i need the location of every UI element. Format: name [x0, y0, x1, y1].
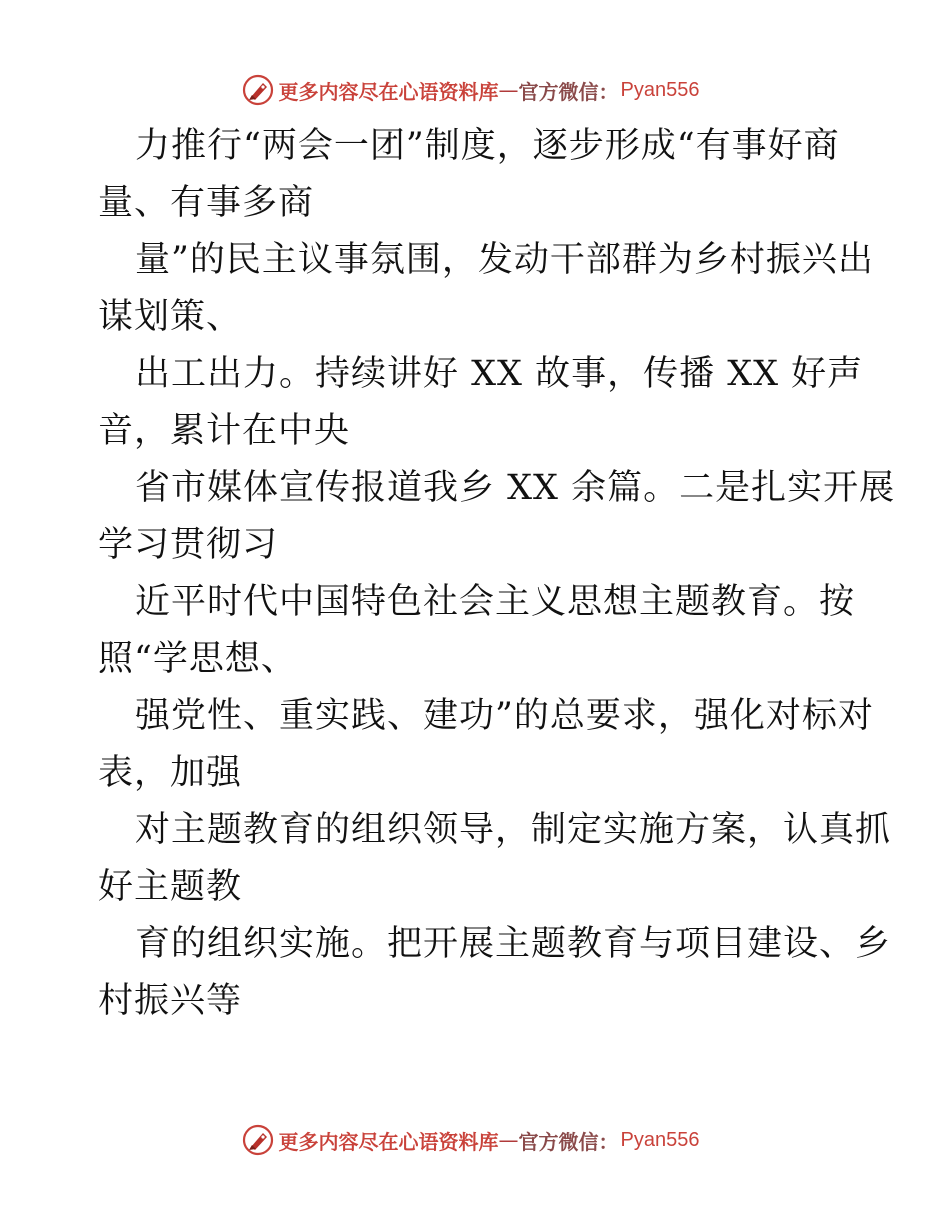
banner-wechat-label: 官方微信： — [518, 79, 619, 104]
body-line: 照“学思想、 — [98, 639, 297, 679]
body-line: 力推行“两会一团”制度，逐步形成“有事好商 — [135, 126, 840, 166]
banner-wechat-label: 官方微信： — [518, 1129, 619, 1154]
pen-nib-icon — [241, 1123, 275, 1157]
body-line: 近平时代中国特色社会主义思想主题教育。按 — [135, 582, 856, 622]
body-line: 音，累计在中央 — [98, 411, 351, 451]
body-line: 谋划策、 — [98, 297, 243, 337]
body-line: 量、有事多商 — [98, 183, 315, 223]
banner-wechat-id: Pyan556 — [620, 78, 700, 101]
banner-wechat-id: Pyan556 — [620, 1128, 700, 1151]
body-line: 对主题教育的组织领导，制定实施方案，认真抓 — [135, 810, 892, 850]
body-line: 强党性、重实践、建功”的总要求，强化对标对 — [135, 696, 874, 736]
body-line: 出工出力。持续讲好 XX 故事，传播 XX 好声 — [135, 354, 864, 394]
banner-dash: — — [498, 1128, 519, 1152]
body-line: 学习贯彻习 — [98, 525, 279, 565]
pen-nib-icon — [241, 73, 275, 107]
body-line: 育的组织实施。把开展主题教育与项目建设、乡 — [135, 924, 892, 964]
header-banner — [0, 70, 950, 110]
body-line: 表，加强 — [98, 753, 243, 793]
body-line: 量”的民主议事氛围，发动干部群为乡村振兴出 — [135, 240, 874, 280]
banner-text: 更多内容尽在心语资料库 — [278, 1129, 499, 1154]
banner-text: 更多内容尽在心语资料库 — [278, 79, 499, 104]
document-body — [98, 118, 896, 1030]
body-line: 村振兴等 — [98, 981, 243, 1021]
body-line: 省市媒体宣传报道我乡 XX 余篇。二是扎实开展 — [135, 468, 896, 508]
banner-dash: — — [498, 78, 519, 102]
footer-banner — [0, 1120, 950, 1160]
body-line: 好主题教 — [98, 867, 243, 907]
